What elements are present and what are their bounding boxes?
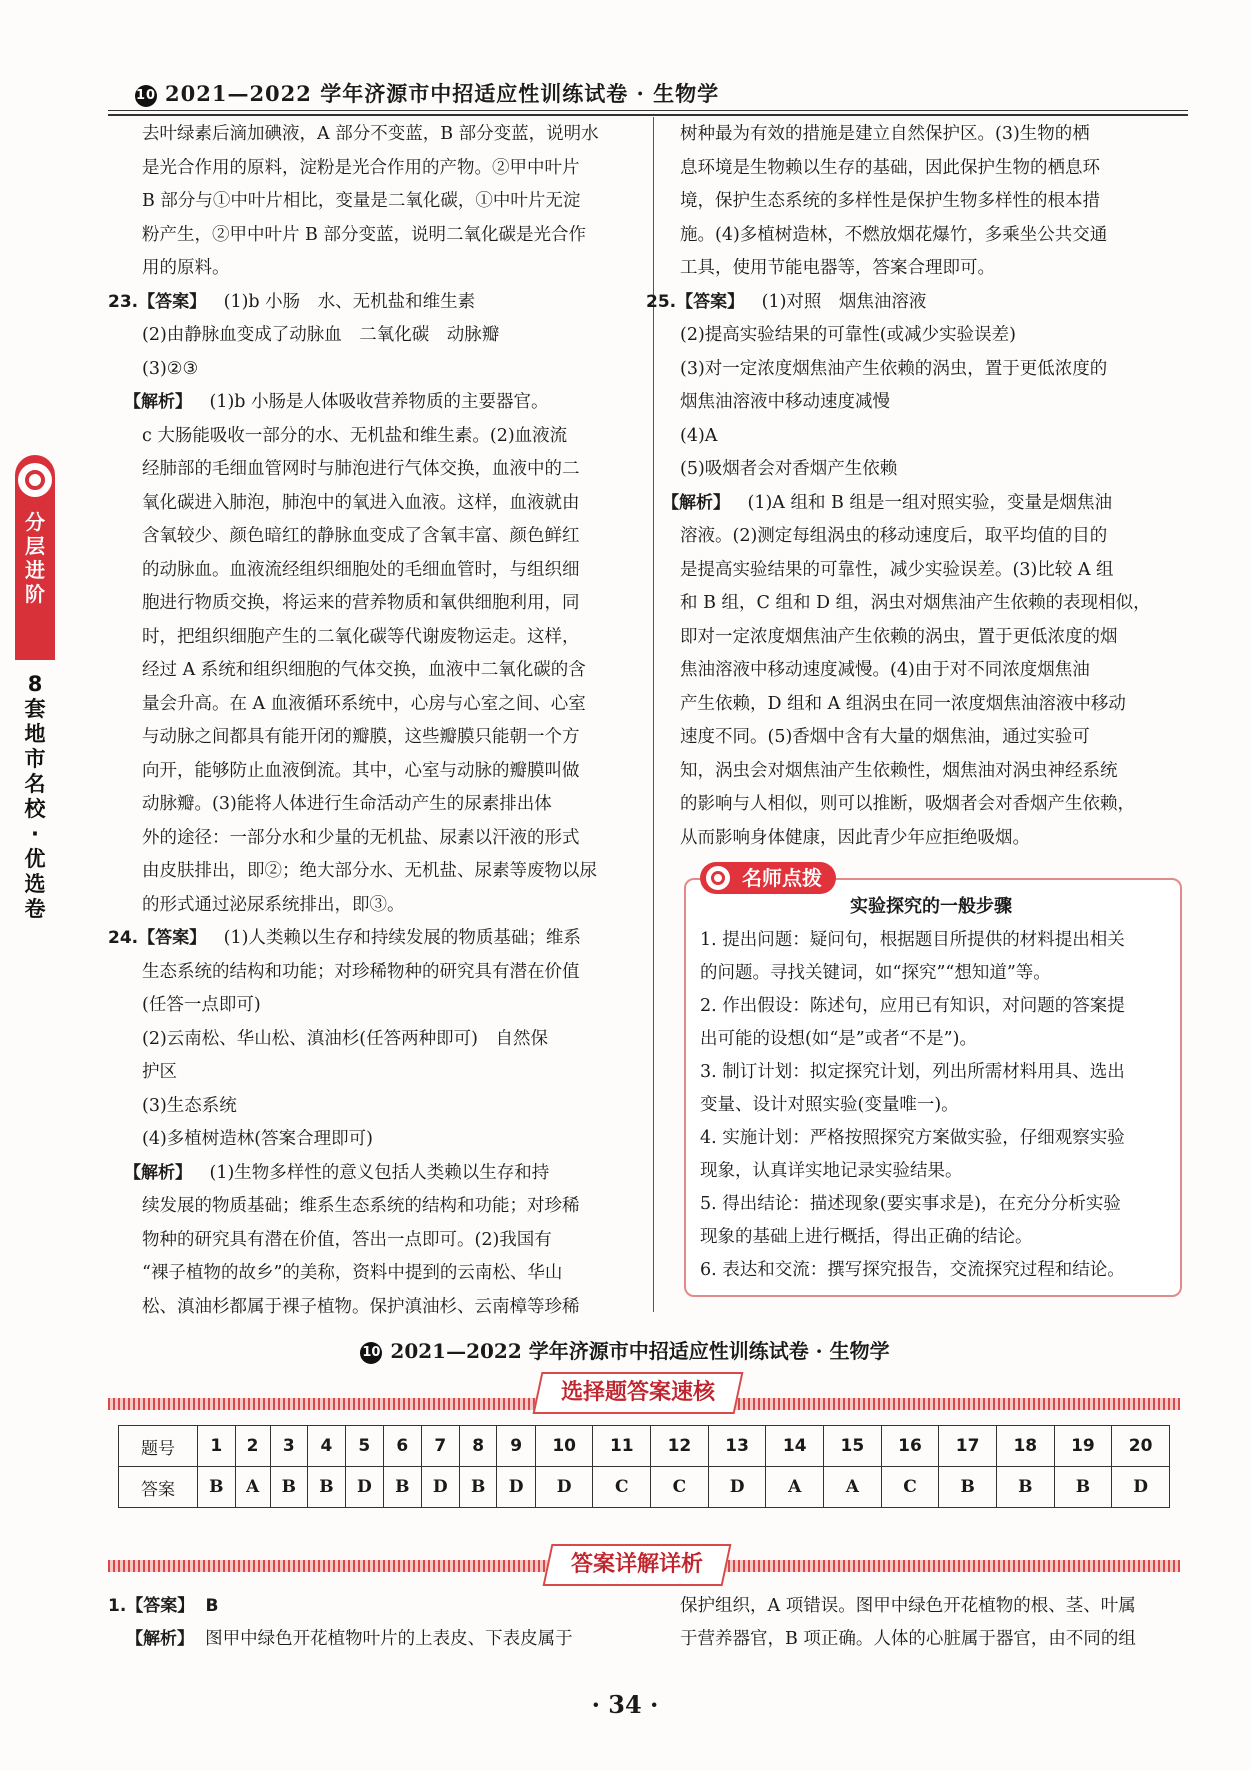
text-line: (4)多植树造林(答案合理即可) xyxy=(142,1129,373,1149)
text-line: 施。(4)多植树造林，不燃放烟花爆竹，多乘坐公共交通 xyxy=(680,224,1108,245)
text-line: 于营养器官，B 项正确。人体的心脏属于器官，由不同的组 xyxy=(680,1629,1136,1649)
text-line: 的形式通过泌尿系统排出，即③。 xyxy=(142,894,405,915)
text-line: 和 B 组，C 组和 D 组，涡虫对烟焦油产生依赖的表现相似， xyxy=(680,593,1151,613)
answer-cell: A xyxy=(824,1467,882,1508)
header-title: 2021—2022 学年济源市中招适应性训练试卷 · 生物学 xyxy=(165,81,720,106)
tip-body xyxy=(700,924,1168,1287)
answer-cell: B xyxy=(384,1467,422,1508)
text-line: (4)A xyxy=(680,425,718,446)
analysis-text: 图甲中绿色开花植物叶片的上表皮、下表皮属于 xyxy=(205,1629,573,1649)
text-line: (2)云南松、华山松、滇油杉(任答两种即可) 自然保 xyxy=(142,1028,548,1049)
answer-table xyxy=(118,1425,1170,1508)
question-number-cell: 9 xyxy=(497,1426,535,1467)
text-line: 胞进行物质交换，将运来的营养物质和氧供细胞利用，同 xyxy=(142,593,580,613)
text-line: 烟焦油溶液中移动速度减慢 xyxy=(680,392,890,412)
text-line xyxy=(124,1157,632,1191)
text-line xyxy=(646,286,1180,320)
text-line: 护区 xyxy=(142,1062,177,1082)
answer-cell: C xyxy=(593,1467,651,1508)
answer-text: (1)对照 烟焦油溶液 xyxy=(744,291,927,312)
answer-cell: D xyxy=(535,1467,593,1508)
table-row xyxy=(119,1426,1170,1467)
text-line: 经过 A 系统和组织细胞的气体交换，血液中二氧化碳的含 xyxy=(142,660,586,680)
question-number-cell: 2 xyxy=(235,1426,270,1467)
answer-cell: A xyxy=(235,1467,270,1508)
question-number-cell: 20 xyxy=(1112,1426,1170,1467)
text-line: 时，把组织细胞产生的二氧化碳等代谢废物运走。这样， xyxy=(142,626,580,647)
question-number: 23. xyxy=(108,291,139,312)
question-number-cell: 7 xyxy=(421,1426,459,1467)
analysis-tag: 【解析】 xyxy=(662,492,730,513)
text-line: 树种最为有效的措施是建立自然保护区。(3)生物的栖 xyxy=(680,124,1090,144)
answer-cell: D xyxy=(1112,1467,1170,1508)
answer-value: B xyxy=(205,1596,219,1616)
answer-cell: C xyxy=(881,1467,939,1508)
answer-cell: C xyxy=(651,1467,709,1508)
tip-badge-label: 名师点拨 xyxy=(742,866,822,890)
text-line: (2)由静脉血变成了动脉血 二氧化碳 动脉瓣 xyxy=(142,325,500,345)
text-line: 息环境是生物赖以生存的基础，因此保护生物的栖息环 xyxy=(680,157,1100,178)
question-number: 1. xyxy=(108,1596,127,1616)
text-line: 产生依赖，D 组和 A 组涡虫在同一浓度烟焦油溶液中移动 xyxy=(680,693,1126,714)
analysis-tag: 【解析】 xyxy=(126,1629,194,1649)
tip-line: 1. 提出问题：疑问句，根据题目所提供的材料提出相关 xyxy=(700,930,1125,950)
analysis-tag: 【解析】 xyxy=(124,1162,192,1183)
quick-check-label: 选择题答案速核 xyxy=(533,1372,744,1414)
text-line: 的动脉血。血液流经组织细胞处的毛细血管时，与组织细 xyxy=(142,559,580,580)
target-icon xyxy=(706,866,730,890)
answer-text: (1)人类赖以生存和持续发展的物质基础；维系 xyxy=(206,928,581,948)
answer-text: (1)b 小肠 水、无机盐和维生素 xyxy=(206,291,476,312)
question-number-cell: 14 xyxy=(766,1426,824,1467)
answer-cell: B xyxy=(939,1467,997,1508)
question-number-cell: 1 xyxy=(198,1426,236,1467)
tip-line: 6. 表达和交流：撰写探究报告，交流探究过程和结论。 xyxy=(700,1260,1125,1280)
analysis-text: (1)A 组和 B 组是一组对照实验，变量是烟焦油 xyxy=(730,492,1112,513)
tip-line: 5. 得出结论：描述现象(要实事求是)，在充分分析实验 xyxy=(700,1194,1121,1214)
header-rule-thick xyxy=(108,114,1188,116)
text-line: (任答一点即可) xyxy=(142,995,261,1015)
side-series-label: 8 套 地 市 名 校 · 优 选 卷 xyxy=(24,672,46,921)
answer-cell: D xyxy=(497,1467,535,1508)
exam-number-badge: 10 xyxy=(135,85,157,107)
text-line: (3)对一定浓度烟焦油产生依赖的涡虫，置于更低浓度的 xyxy=(680,358,1108,379)
question-number-cell: 5 xyxy=(345,1426,383,1467)
text-line: 动脉瓣。(3)能将人体进行生命活动产生的尿素排出体 xyxy=(142,794,552,814)
tip-heading: 实验探究的一般步骤 xyxy=(850,896,1012,917)
answer-cell: B xyxy=(308,1467,346,1508)
text-line: 溶液。(2)测定每组涡虫的移动速度后，取平均值的目的 xyxy=(680,526,1108,546)
text-line: 外的途径：一部分水和少量的无机盐、尿素以汗液的形式 xyxy=(142,827,580,848)
tip-line: 3. 制订计划：拟定探究计划，列出所需材料用具、选出 xyxy=(700,1062,1125,1082)
header-rule xyxy=(108,110,1188,111)
answer-cell: B xyxy=(1054,1467,1112,1508)
table-row xyxy=(119,1467,1170,1508)
text-line: 量会升高。在 A 血液循环系统中，心房与心室之间、心室 xyxy=(142,693,586,714)
text-line: 保护组织，A 项错误。图甲中绿色开花植物的根、茎、叶属 xyxy=(680,1596,1136,1616)
text-line xyxy=(108,922,632,956)
answer-tag: 【答案】 xyxy=(676,291,745,312)
question-number-cell: 6 xyxy=(384,1426,422,1467)
section-title xyxy=(0,1335,1250,1364)
text-line: 松、滇油杉都属于裸子植物。保护滇油杉、云南樟等珍稀 xyxy=(142,1296,580,1317)
answer-cell: B xyxy=(198,1467,236,1508)
answer-cell: B xyxy=(270,1467,308,1508)
text-line: 即对一定浓度烟焦油产生依赖的涡虫，置于更低浓度的烟 xyxy=(680,626,1118,647)
text-line: 去叶绿素后滴加碘液，A 部分不变蓝，B 部分变蓝，说明水 xyxy=(142,124,599,144)
tip-line: 2. 作出假设：陈述句，应用已有知识，对问题的答案提 xyxy=(700,996,1125,1016)
text-line: 速度不同。(5)香烟中含有大量的烟焦油，通过实验可 xyxy=(680,727,1090,747)
text-line: 是光合作用的原料，淀粉是光合作用的产物。②甲中叶片 xyxy=(142,157,580,178)
analysis-tag: 【解析】 xyxy=(124,392,192,412)
text-line: 经肺部的毛细血管网时与肺泡进行气体交换，血液中的二 xyxy=(142,459,580,479)
tip-line: 的问题。寻找关键词，如“探究”“想知道”等。 xyxy=(700,963,1051,983)
tip-line: 出可能的设想(如“是”或者“不是”)。 xyxy=(700,1029,977,1049)
text-line: 从而影响身体健康，因此青少年应拒绝吸烟。 xyxy=(680,827,1030,848)
exam-number-badge: 10 xyxy=(360,1342,382,1364)
text-line: 续发展的物质基础；维系生态系统的结构和功能；对珍稀 xyxy=(142,1196,580,1216)
side-tab-label: 分 层 进 阶 xyxy=(25,510,45,606)
text-line: 粉产生，②甲中叶片 B 部分变蓝，说明二氧化碳是光合作 xyxy=(142,224,586,245)
question-number-cell: 10 xyxy=(535,1426,593,1467)
question-number-cell: 13 xyxy=(708,1426,766,1467)
tip-line: 现象，认真详实地记录实验结果。 xyxy=(700,1161,963,1181)
tip-line: 现象的基础上进行概括，得出正确的结论。 xyxy=(700,1227,1033,1247)
page-number: · 34 · xyxy=(591,1690,659,1719)
text-line: 焦油溶液中移动速度减慢。(4)由于对不同浓度烟焦油 xyxy=(680,660,1090,680)
answer-cell: B xyxy=(996,1467,1054,1508)
text-line: 由皮肤排出，即②；绝大部分水、无机盐、尿素等废物以尿 xyxy=(142,861,597,881)
bottom-right-text xyxy=(680,1590,1180,1656)
section-title-text: 2021—2022 学年济源市中招适应性训练试卷 · 生物学 xyxy=(390,1339,890,1363)
left-column xyxy=(108,118,632,1324)
text-line: “裸子植物的故乡”的美称，资料中提到的云南松、华山 xyxy=(142,1263,563,1283)
detail-label: 答案详解详析 xyxy=(543,1544,732,1586)
text-line: 含氧较少、颜色暗红的静脉血变成了含氧丰富、颜色鲜红 xyxy=(142,526,580,546)
text-line: (3)生态系统 xyxy=(142,1095,237,1116)
target-icon xyxy=(18,463,52,497)
question-number-cell: 3 xyxy=(270,1426,308,1467)
question-number-cell: 12 xyxy=(651,1426,709,1467)
text-line: 用的原料。 xyxy=(142,258,230,278)
text-line: 向开，能够防止血液倒流。其中，心室与动脉的瓣膜叫做 xyxy=(142,760,580,781)
tip-line: 变量、设计对照实验(变量唯一)。 xyxy=(700,1095,959,1115)
text-line xyxy=(108,286,632,320)
text-line: 境，保护生态系统的多样性是保护生物多样性的根本措 xyxy=(680,191,1100,211)
tip-badge xyxy=(700,862,836,894)
text-line: 氧化碳进入肺泡，肺泡中的氧进入血液。这样，血液就由 xyxy=(142,492,580,513)
tip-line: 4. 实施计划：严格按照探究方案做实验，仔细观察实验 xyxy=(700,1128,1125,1148)
answer-tag: 【答案】 xyxy=(138,291,207,312)
right-column xyxy=(646,118,1180,855)
text-line: (3)②③ xyxy=(142,358,199,379)
text-line: 与动脉之间都具有能开闭的瓣膜，这些瓣膜只能朝一个方 xyxy=(142,727,580,747)
page-header xyxy=(135,78,719,108)
text-line: 知，涡虫会对烟焦油产生依赖性，烟焦油对涡虫神经系统 xyxy=(680,760,1118,781)
answer-tag: 【答案】 xyxy=(138,928,207,948)
text-line xyxy=(662,487,1180,521)
analysis-text: (1)b 小肠是人体吸收营养物质的主要器官。 xyxy=(192,392,549,412)
answer-cell: A xyxy=(766,1467,824,1508)
question-number-cell: 8 xyxy=(459,1426,497,1467)
text-line: 的影响与人相似，则可以推断，吸烟者会对香烟产生依赖， xyxy=(680,794,1135,814)
question-number-cell: 15 xyxy=(824,1426,882,1467)
text-line: B 部分与①中叶片相比，变量是二氧化碳，①中叶片无淀 xyxy=(142,191,581,211)
answer-cell: D xyxy=(345,1467,383,1508)
text-line: (2)提高实验结果的可靠性(或减少实验误差) xyxy=(680,325,1016,345)
question-number: 24. xyxy=(108,928,139,948)
text-line: 工具，使用节能电器等，答案合理即可。 xyxy=(680,258,995,278)
question-number-cell: 19 xyxy=(1054,1426,1112,1467)
question-number-cell: 16 xyxy=(881,1426,939,1467)
row-header: 题号 xyxy=(119,1426,198,1467)
text-line: 物种的研究具有潜在价值，答出一点即可。(2)我国有 xyxy=(142,1229,552,1250)
text-line: 是提高实验结果的可靠性，减少实验误差。(3)比较 A 组 xyxy=(680,559,1114,580)
answer-cell: B xyxy=(459,1467,497,1508)
text-line: (5)吸烟者会对香烟产生依赖 xyxy=(680,459,898,479)
side-tab xyxy=(15,455,55,660)
question-number: 25. xyxy=(646,291,677,312)
text-line xyxy=(124,386,632,420)
bottom-left-text xyxy=(108,1590,638,1656)
analysis-text: (1)生物多样性的意义包括人类赖以生存和持 xyxy=(192,1162,550,1183)
question-number-cell: 4 xyxy=(308,1426,346,1467)
answer-cell: D xyxy=(421,1467,459,1508)
question-number-cell: 17 xyxy=(939,1426,997,1467)
answer-cell: D xyxy=(708,1467,766,1508)
row-header: 答案 xyxy=(119,1467,198,1508)
text-line: 生态系统的结构和功能；对珍稀物种的研究具有潜在价值 xyxy=(142,961,580,982)
question-number-cell: 18 xyxy=(996,1426,1054,1467)
text-line: c 大肠能吸收一部分的水、无机盐和维生素。(2)血液流 xyxy=(142,425,568,446)
question-number-cell: 11 xyxy=(593,1426,651,1467)
answer-tag: 【答案】 xyxy=(126,1596,195,1616)
